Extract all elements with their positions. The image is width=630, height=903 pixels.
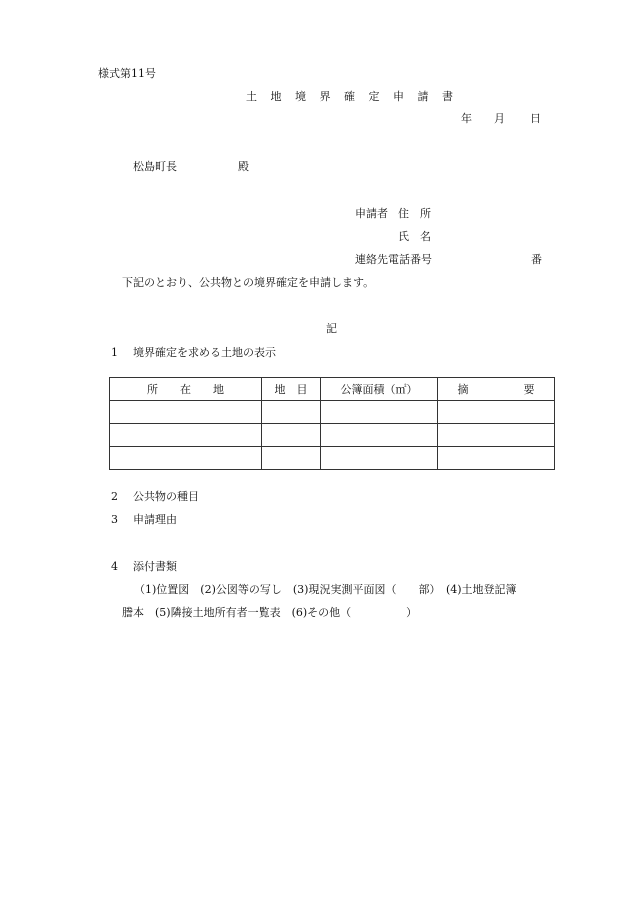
addressee-name: 松島町長 <box>133 160 177 173</box>
table-header-row <box>110 378 555 401</box>
date-month: 月 <box>494 112 505 125</box>
section-1-number: 1 <box>111 346 118 359</box>
header-location: 所 在 地 <box>110 378 262 401</box>
table-cell[interactable] <box>438 447 555 470</box>
section-2-title: 公共物の種目 <box>133 490 199 503</box>
table-cell[interactable] <box>110 447 262 470</box>
table-cell[interactable] <box>438 401 555 424</box>
table-cell[interactable] <box>262 447 321 470</box>
table-cell[interactable] <box>110 424 262 447</box>
section-1-title: 境界確定を求める土地の表示 <box>133 346 276 359</box>
table-cell[interactable] <box>262 424 321 447</box>
header-remarks: 摘 要 <box>438 378 555 401</box>
section-4-title: 添付書類 <box>133 560 177 573</box>
table-cell[interactable] <box>262 401 321 424</box>
table-cell[interactable] <box>321 424 438 447</box>
table-row <box>110 447 555 470</box>
form-number: 様式第11号 <box>98 67 156 80</box>
date-day: 日 <box>530 112 541 125</box>
ki-heading: 記 <box>326 322 337 335</box>
address-label: 住 所 <box>398 207 431 220</box>
section-3-number: 3 <box>111 513 118 526</box>
section-4-number: 4 <box>111 560 118 573</box>
land-table <box>109 377 555 470</box>
name-label: 氏 名 <box>398 230 431 243</box>
phone-label: 連絡先電話番号 <box>355 253 432 266</box>
header-registered-area: 公簿面積（㎡） <box>321 378 438 401</box>
table-cell[interactable] <box>110 401 262 424</box>
section-3-title: 申請理由 <box>133 513 177 526</box>
table-cell[interactable] <box>438 424 555 447</box>
section-2-number: 2 <box>111 490 118 503</box>
table-row <box>110 401 555 424</box>
date-year: 年 <box>461 112 472 125</box>
attachments-line-1: （1)位置図 (2)公図等の写し (3)現況実測平面図（ 部） (4)土地登記簿 <box>134 583 517 596</box>
page-title: 土 地 境 界 確 定 申 請 書 <box>246 90 458 103</box>
attachments-line-2: 謄本 (5)隣接土地所有者一覧表 (6)その他（ ） <box>122 606 418 619</box>
phone-suffix: 番 <box>531 253 542 266</box>
applicant-label: 申請者 <box>355 207 388 220</box>
table-cell[interactable] <box>321 447 438 470</box>
table-cell[interactable] <box>321 401 438 424</box>
header-land-category: 地 目 <box>262 378 321 401</box>
intro-text: 下記のとおり、公共物との境界確定を申請します。 <box>122 276 375 289</box>
addressee-honorific: 殿 <box>238 160 249 173</box>
table-row <box>110 424 555 447</box>
